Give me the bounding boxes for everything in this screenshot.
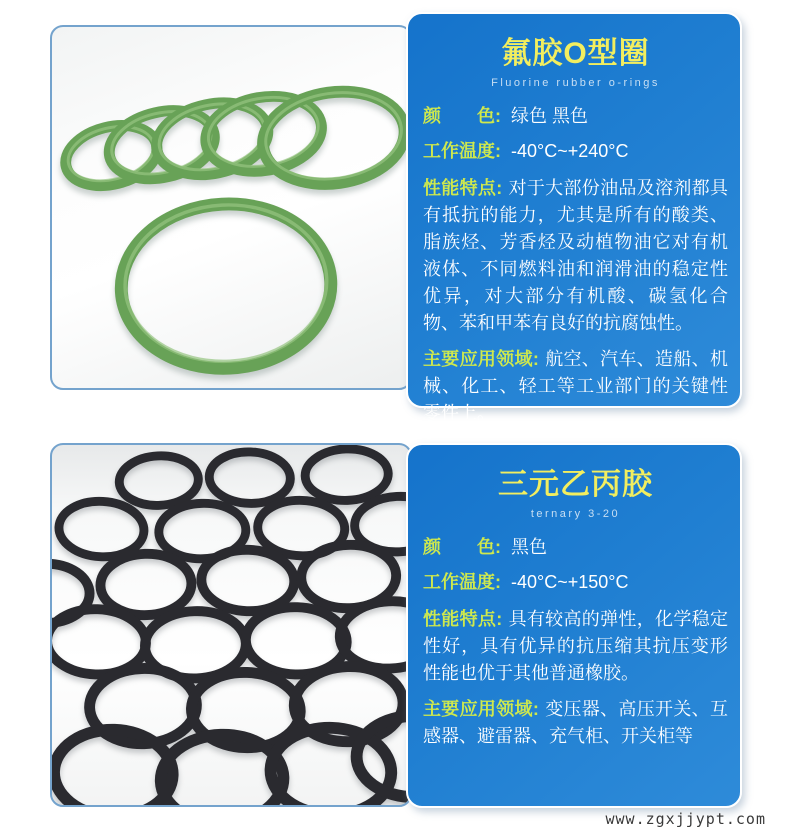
spec-label: 颜 色: [423, 537, 501, 557]
product-subtitle: ternary 3-20 [530, 508, 621, 520]
spec-working-temperature [423, 571, 728, 594]
spec-value: -40°C~+150°C [511, 572, 629, 592]
application-fields [423, 696, 728, 750]
green-o-rings-illustration [52, 27, 410, 388]
para-label: 主要应用领域: [423, 699, 539, 719]
performance-features [423, 606, 728, 687]
spec-working-temperature [423, 140, 728, 163]
para-label: 性能特点: [423, 178, 503, 198]
product-title: 三元乙丙胶 [498, 468, 653, 501]
spec-value: -40°C~+240°C [511, 141, 629, 161]
performance-features [423, 175, 728, 337]
application-fields [423, 346, 728, 427]
para-text: 具有较高的弹性，化学稳定性好，具有优异的抗压缩其抗压变形性能也优于其他普通橡胶。 [423, 609, 728, 683]
para-label: 性能特点: [423, 609, 503, 629]
product-photo-black-o-rings [50, 443, 412, 807]
black-o-rings-illustration [52, 445, 410, 805]
spec-color [423, 105, 728, 128]
spec-value: 黑色 [511, 537, 547, 557]
spec-value: 绿色 黑色 [511, 106, 589, 126]
product-title: 氟胶O型圈 [501, 37, 650, 70]
product-photo-green-o-rings [50, 25, 412, 390]
info-panel-fluorine-rubber [406, 12, 742, 423]
spec-color [423, 536, 728, 559]
para-label: 主要应用领域: [423, 349, 539, 369]
para-text: 航空、汽车、造船、机械、化工、轻工等工业部门的关键性零件上。 [423, 349, 728, 423]
spec-label: 工作温度: [423, 572, 501, 592]
para-text: 变压器、高压开关、互感器、避雷器、充气柜、开关柜等 [423, 699, 728, 746]
info-panel-epdm [406, 443, 742, 808]
spec-label: 工作温度: [423, 141, 501, 161]
spec-label: 颜 色: [423, 106, 501, 126]
spec-list [423, 536, 728, 594]
para-text: 对于大部份油品及溶剂都具有抵抗的能力，尤其是所有的酸类、脂族烃、芳香烃及动植物油它对有机液体、不同燃料油和润滑油的稳定性优异，对大部分有机酸、碳氢化合物、苯和甲苯有良好的抗腐蚀性。 [423, 178, 728, 333]
product-subtitle: Fluorine rubber o-rings [491, 77, 660, 89]
site-watermark: www.zgxjjypt.com [605, 810, 766, 828]
spec-list [423, 105, 728, 163]
